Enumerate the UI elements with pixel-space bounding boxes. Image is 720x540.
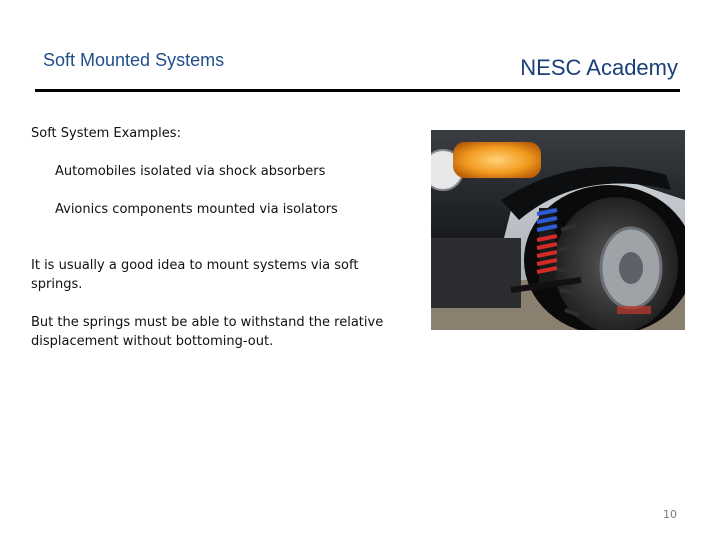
paragraph-soft-springs: It is usually a good idea to mount systems via soft springs. — [31, 258, 359, 292]
example-item-2: Avionics components mounted via isolators — [55, 202, 338, 217]
suspension-photo — [431, 130, 685, 330]
header-divider — [35, 89, 680, 92]
org-name: NESC Academy — [520, 55, 678, 80]
page-number: 10 — [663, 508, 677, 521]
slide-title: Soft Mounted Systems — [43, 50, 225, 70]
examples-heading: Soft System Examples: — [31, 126, 181, 141]
example-item-1: Automobiles isolated via shock absorbers — [55, 164, 326, 179]
paragraph-bottoming-out: But the springs must be able to withstand the relative displacement without bottoming-out. — [31, 315, 384, 349]
